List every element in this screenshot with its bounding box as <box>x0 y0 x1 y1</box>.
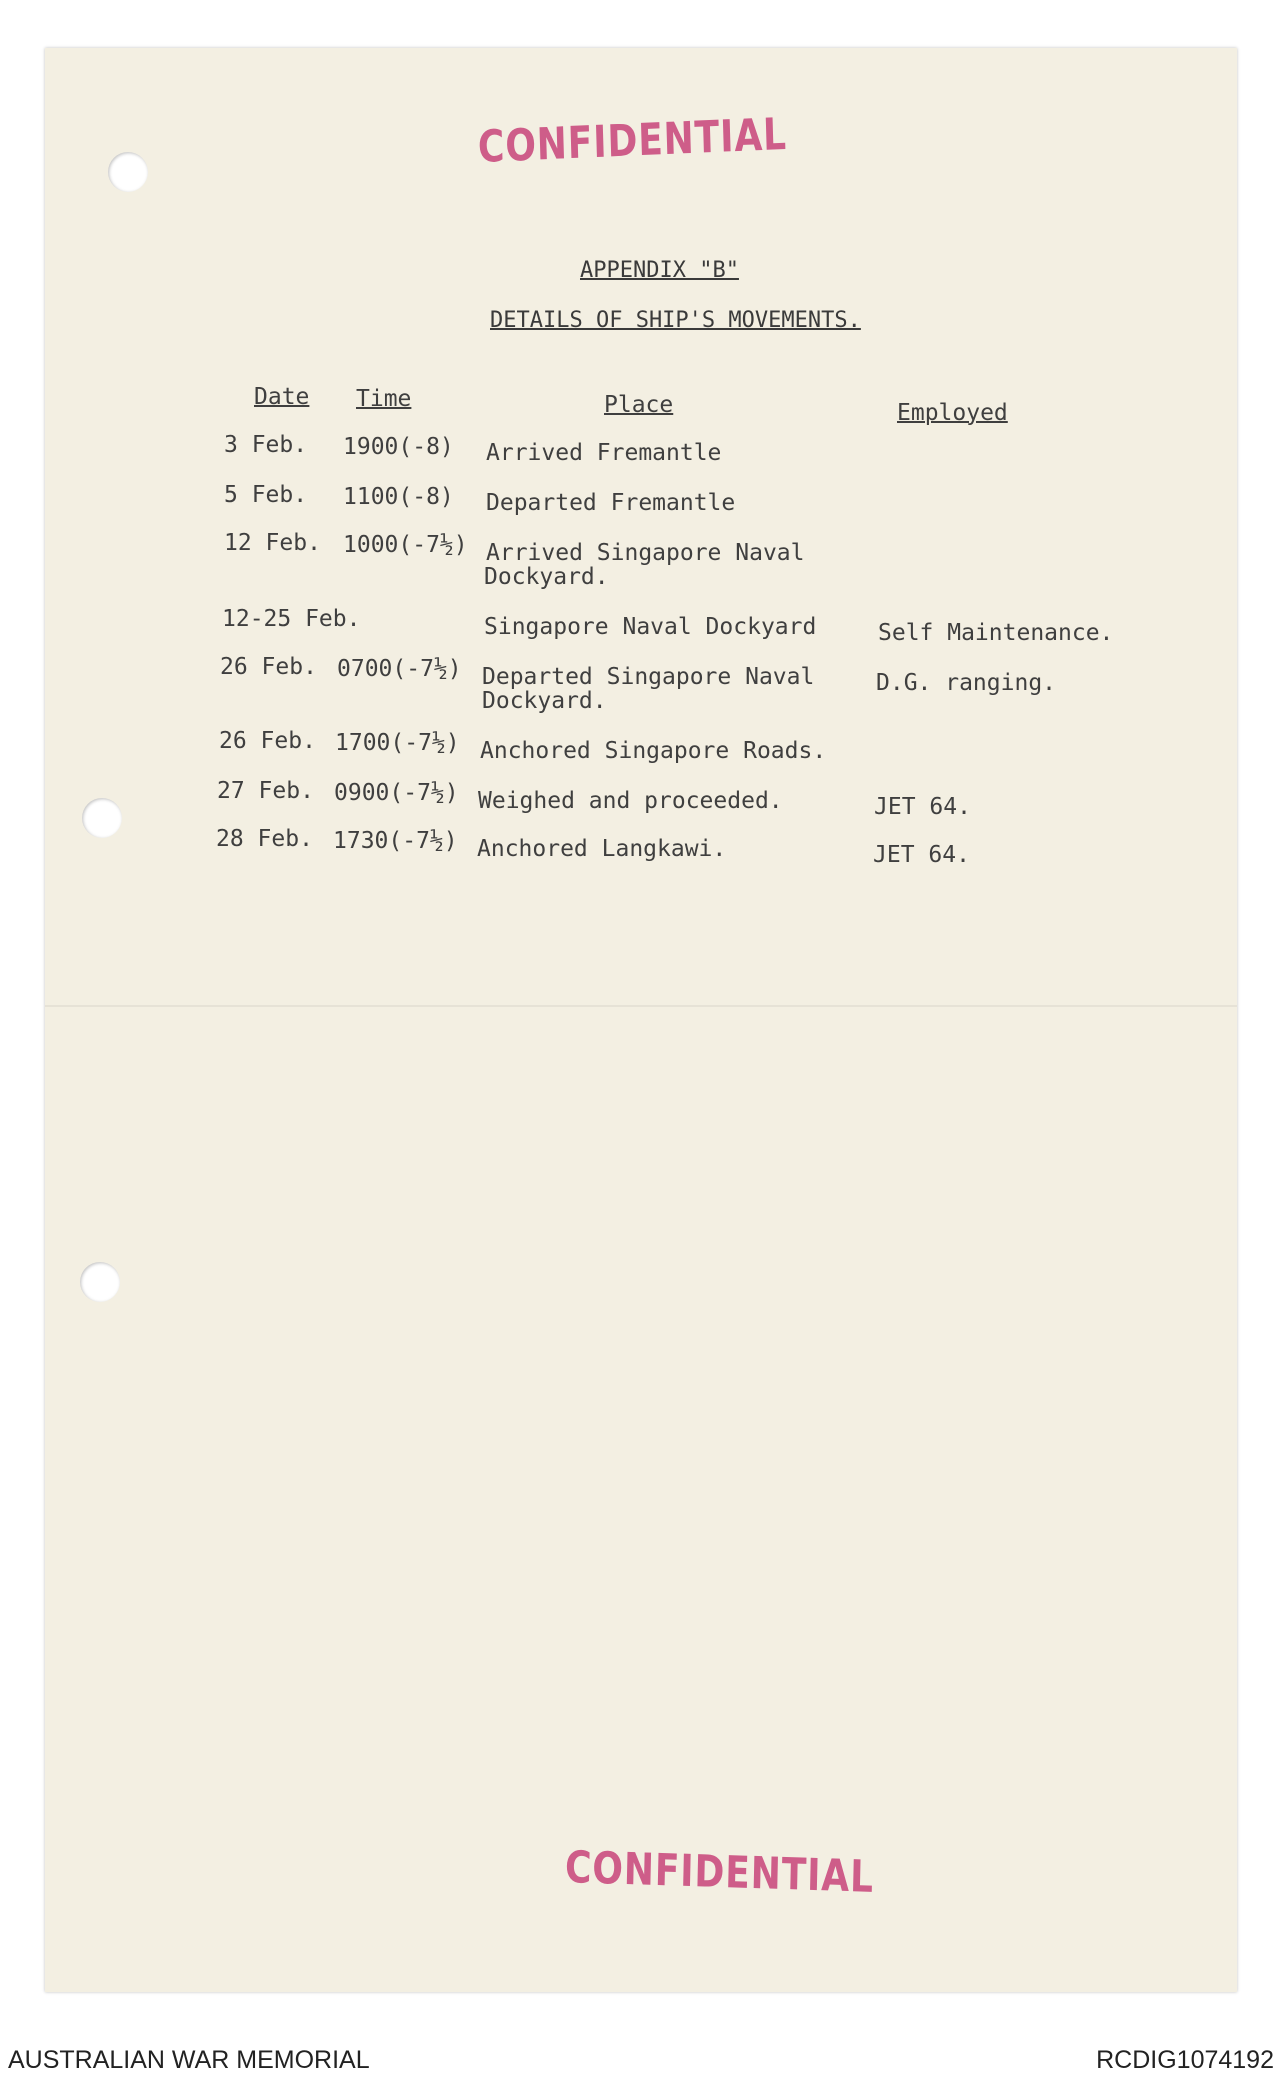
row-time: 0700(-7½) <box>337 656 462 682</box>
row-time: 1900(-8) <box>343 434 454 460</box>
row-place: Arrived Singapore Naval <box>486 540 805 566</box>
fold-line <box>45 1005 1237 1007</box>
punch-hole-middle <box>82 798 122 838</box>
row-employed: JET 64. <box>874 794 971 820</box>
row-time: 1730(-7½) <box>333 828 458 854</box>
appendix-title: APPENDIX "B" <box>580 258 739 283</box>
column-header-employed: Employed <box>897 400 1008 426</box>
row-date: 12-25 Feb. <box>222 606 361 632</box>
confidential-stamp-bottom: CONFIDENTIAL <box>564 1842 875 1903</box>
row-place: Anchored Langkawi. <box>477 836 727 862</box>
row-employed: Self Maintenance. <box>878 620 1114 646</box>
punch-hole-bottom <box>80 1262 120 1302</box>
row-employed: D.G. ranging. <box>876 670 1057 696</box>
row-date: 12 Feb. <box>224 530 321 556</box>
row-place-continued: Dockyard. <box>482 688 607 714</box>
footer-credit: AUSTRALIAN WAR MEMORIAL <box>8 2046 370 2074</box>
row-place: Arrived Fremantle <box>486 440 722 466</box>
column-header-time: Time <box>356 386 412 412</box>
row-time: 1700(-7½) <box>335 730 460 756</box>
column-header-place: Place <box>604 392 674 418</box>
row-employed: JET 64. <box>873 842 970 868</box>
row-time: 1000(-7½) <box>343 532 468 558</box>
row-date: 3 Feb. <box>224 432 308 458</box>
row-place: Anchored Singapore Roads. <box>480 738 827 764</box>
row-date: 5 Feb. <box>224 482 308 508</box>
row-place: Departed Singapore Naval <box>482 664 815 690</box>
row-date: 26 Feb. <box>219 728 316 754</box>
document-page <box>45 48 1237 1992</box>
row-time: 0900(-7½) <box>334 780 459 806</box>
column-header-date: Date <box>254 384 310 410</box>
document-subtitle: DETAILS OF SHIP'S MOVEMENTS. <box>490 308 861 333</box>
row-date: 28 Feb. <box>216 826 313 852</box>
row-place: Singapore Naval Dockyard <box>484 614 817 640</box>
row-date: 27 Feb. <box>217 778 314 804</box>
row-place: Weighed and proceeded. <box>478 788 783 814</box>
confidential-stamp-top: CONFIDENTIAL <box>477 108 788 173</box>
row-time: 1100(-8) <box>343 484 454 510</box>
row-place: Departed Fremantle <box>486 490 736 516</box>
footer-record-id: RCDIG1074192 <box>1096 2046 1274 2074</box>
row-place-continued: Dockyard. <box>484 564 609 590</box>
row-date: 26 Feb. <box>220 654 317 680</box>
punch-hole-top <box>108 152 148 192</box>
